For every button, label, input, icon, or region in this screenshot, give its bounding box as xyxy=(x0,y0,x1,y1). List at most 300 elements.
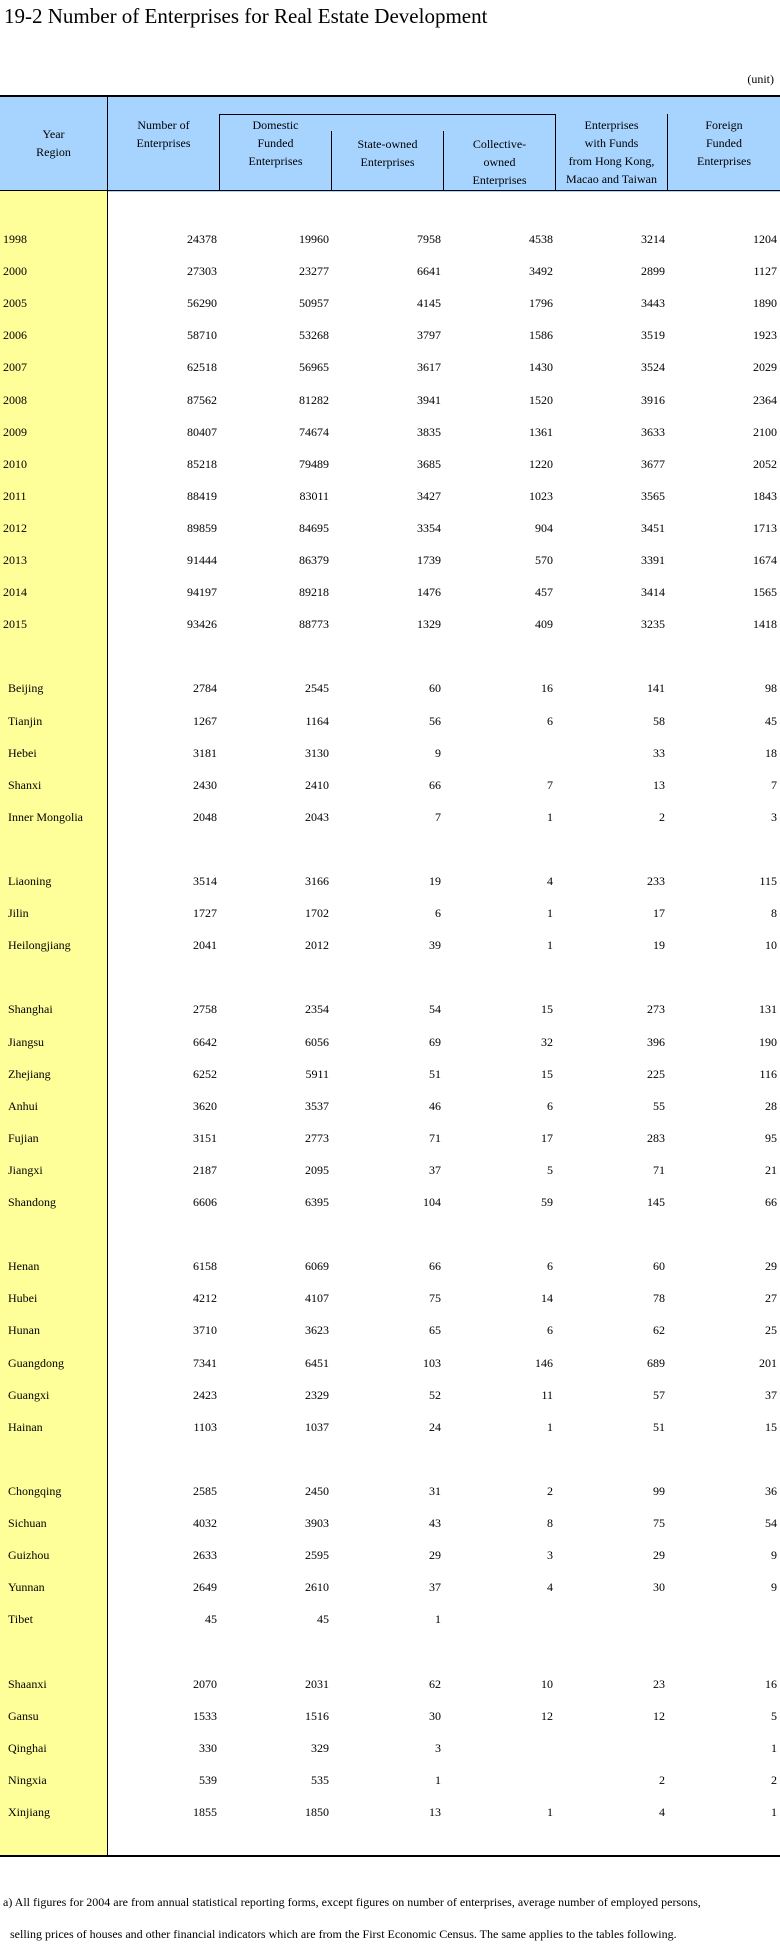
cell-value: 6451 xyxy=(305,1355,329,1370)
table-row xyxy=(0,487,780,505)
row-label: Chongqing xyxy=(8,1483,62,1498)
cell-value: 1702 xyxy=(305,906,329,921)
row-label: Guangxi xyxy=(8,1387,50,1402)
row-label: Xinjiang xyxy=(8,1804,50,1819)
row-label: 2012 xyxy=(3,520,27,535)
cell-value: 62518 xyxy=(187,360,217,375)
cell-value: 3916 xyxy=(641,392,665,407)
cell-value: 9 xyxy=(435,745,441,760)
cell-value: 1 xyxy=(771,1804,777,1819)
cell-value: 2 xyxy=(659,809,665,824)
cell-value: 2595 xyxy=(305,1548,329,1563)
cell-value: 2031 xyxy=(305,1676,329,1691)
table-row xyxy=(0,808,780,826)
cell-value: 3565 xyxy=(641,488,665,503)
cell-value: 1 xyxy=(435,1772,441,1787)
cell-value: 81282 xyxy=(299,392,329,407)
cell-value: 1923 xyxy=(753,328,777,343)
table-row xyxy=(0,1033,780,1051)
header-region: Region xyxy=(36,145,71,159)
cell-value: 75 xyxy=(429,1291,441,1306)
cell-value: 3166 xyxy=(305,874,329,888)
cell-value: 1220 xyxy=(529,456,553,471)
cell-value: 7 xyxy=(435,809,441,824)
cell-value: 2633 xyxy=(193,1548,217,1563)
cell-value: 36 xyxy=(765,1483,777,1498)
cell-value: 66 xyxy=(429,777,441,792)
table-row xyxy=(0,1386,780,1404)
row-label: Inner Mongolia xyxy=(8,809,83,824)
row-label: 2008 xyxy=(3,392,27,407)
table-row xyxy=(0,391,780,409)
cell-value: 2029 xyxy=(753,360,777,375)
cell-value: 2 xyxy=(547,1483,553,1498)
cell-value: 24378 xyxy=(187,232,217,246)
cell-value: 29 xyxy=(653,1548,665,1563)
table-row xyxy=(0,1097,780,1115)
cell-value: 39 xyxy=(429,938,441,953)
cell-value: 6642 xyxy=(193,1034,217,1049)
cell-value: 2 xyxy=(771,1772,777,1787)
cell-value: 3685 xyxy=(417,456,441,471)
cell-value: 2070 xyxy=(193,1676,217,1691)
cell-value: 3835 xyxy=(417,424,441,439)
cell-value: 52 xyxy=(429,1387,441,1402)
cell-value: 6 xyxy=(547,1259,553,1274)
cell-value: 6395 xyxy=(305,1195,329,1209)
cell-value: 1 xyxy=(547,1804,553,1819)
row-label: 2000 xyxy=(3,264,27,279)
cell-value: 273 xyxy=(647,1002,665,1017)
cell-value: 6252 xyxy=(193,1066,217,1081)
cell-value: 3524 xyxy=(641,360,665,375)
cell-value: 3414 xyxy=(641,585,665,600)
table-row xyxy=(0,230,780,248)
cell-value: 98 xyxy=(765,681,777,696)
cell-value: 45 xyxy=(205,1612,217,1627)
table-row xyxy=(0,1675,780,1693)
table-row xyxy=(0,1514,780,1532)
cell-value: 1739 xyxy=(417,553,441,567)
cell-value: 329 xyxy=(311,1740,329,1755)
cell-value: 29 xyxy=(429,1548,441,1563)
cell-value: 54 xyxy=(429,1002,441,1017)
cell-value: 46 xyxy=(429,1098,441,1113)
row-label: 2006 xyxy=(3,328,27,343)
cell-value: 1843 xyxy=(753,488,777,503)
cell-value: 2545 xyxy=(305,681,329,696)
cell-value: 3797 xyxy=(417,328,441,343)
row-label: Shaanxi xyxy=(8,1676,47,1691)
header-stub xyxy=(0,125,107,161)
cell-value: 23 xyxy=(653,1676,665,1691)
cell-value: 60 xyxy=(429,681,441,696)
cell-value: 28 xyxy=(765,1098,777,1113)
table-row xyxy=(0,1578,780,1596)
cell-value: 50957 xyxy=(299,296,329,311)
row-label: Beijing xyxy=(8,681,44,696)
table-row xyxy=(0,1546,780,1564)
cell-value: 51 xyxy=(653,1419,665,1434)
cell-value: 2012 xyxy=(305,938,329,953)
cell-value: 55 xyxy=(653,1098,665,1113)
cell-value: 103 xyxy=(423,1355,441,1370)
cell-value: 7958 xyxy=(417,232,441,246)
cell-value: 3623 xyxy=(305,1323,329,1338)
cell-value: 2043 xyxy=(305,809,329,824)
cell-value: 37 xyxy=(429,1162,441,1177)
cell-value: 1 xyxy=(771,1740,777,1755)
cell-value: 16 xyxy=(765,1676,777,1691)
cell-value: 3710 xyxy=(193,1323,217,1338)
cell-value: 80407 xyxy=(187,424,217,439)
cell-value: 1727 xyxy=(193,906,217,921)
cell-value: 6641 xyxy=(417,264,441,279)
table-row xyxy=(0,1803,780,1821)
row-label: Shandong xyxy=(8,1195,56,1209)
cell-value: 56965 xyxy=(299,360,329,375)
cell-value: 4 xyxy=(659,1804,665,1819)
cell-value: 190 xyxy=(759,1034,777,1049)
cell-value: 6 xyxy=(547,1098,553,1113)
cell-value: 12 xyxy=(653,1708,665,1723)
header-number: Number of Enterprises xyxy=(136,118,191,150)
table-bottom-rule xyxy=(0,1855,780,1857)
cell-value: 409 xyxy=(535,617,553,632)
cell-value: 1430 xyxy=(529,360,553,375)
cell-value: 2773 xyxy=(305,1130,329,1145)
header-year: Year xyxy=(42,127,65,141)
cell-value: 4032 xyxy=(193,1516,217,1530)
cell-value: 99 xyxy=(653,1483,665,1498)
cell-value: 6069 xyxy=(305,1259,329,1274)
cell-value: 396 xyxy=(647,1034,665,1049)
row-label: Yunnan xyxy=(8,1580,45,1595)
cell-value: 21 xyxy=(765,1162,777,1177)
cell-value: 2784 xyxy=(193,681,217,696)
row-label: 2005 xyxy=(3,296,27,311)
cell-value: 6 xyxy=(547,1323,553,1338)
cell-value: 19960 xyxy=(299,232,329,246)
cell-value: 1361 xyxy=(529,424,553,439)
row-label: Guizhou xyxy=(8,1548,50,1563)
row-label: Fujian xyxy=(8,1130,39,1145)
row-label: Anhui xyxy=(8,1098,38,1113)
table-row xyxy=(0,1707,780,1725)
cell-value: 3514 xyxy=(193,874,217,888)
cell-value: 1476 xyxy=(417,585,441,600)
cell-value: 17 xyxy=(541,1130,553,1145)
cell-value: 74674 xyxy=(299,424,329,439)
cell-value: 201 xyxy=(759,1355,777,1370)
table-row xyxy=(0,1065,780,1083)
table-row xyxy=(0,1000,780,1018)
cell-value: 3427 xyxy=(417,488,441,503)
table-row xyxy=(0,904,780,922)
cell-value: 9 xyxy=(771,1580,777,1595)
cell-value: 6606 xyxy=(193,1195,217,1209)
table-row xyxy=(0,262,780,280)
row-label: Shanxi xyxy=(8,777,42,792)
cell-value: 56 xyxy=(429,713,441,728)
cell-value: 71 xyxy=(653,1162,665,1177)
cell-value: 37 xyxy=(765,1387,777,1402)
header-domestic: Domestic Funded Enterprises xyxy=(248,118,303,168)
page-title: 19-2 Number of Enterprises for Real Estate Development xyxy=(4,4,488,28)
cell-value: 131 xyxy=(759,1002,777,1017)
cell-value: 89859 xyxy=(187,520,217,535)
cell-value: 1204 xyxy=(753,232,777,246)
cell-value: 10 xyxy=(765,938,777,953)
cell-value: 2354 xyxy=(305,1002,329,1017)
cell-value: 17 xyxy=(653,906,665,921)
row-label: 1998 xyxy=(3,232,27,246)
cell-value: 1037 xyxy=(305,1419,329,1434)
cell-value: 689 xyxy=(647,1355,665,1370)
row-label: Zhejiang xyxy=(8,1066,51,1081)
row-label: Shanghai xyxy=(8,1002,53,1017)
cell-value: 43 xyxy=(429,1516,441,1530)
cell-value: 4 xyxy=(547,1580,553,1595)
cell-value: 1 xyxy=(547,809,553,824)
row-label: Ningxia xyxy=(8,1772,47,1787)
cell-value: 1329 xyxy=(417,617,441,632)
cell-value: 141 xyxy=(647,681,665,696)
cell-value: 115 xyxy=(759,874,777,888)
row-label: Jiangxi xyxy=(8,1162,43,1177)
row-label: 2014 xyxy=(3,585,27,600)
cell-value: 1 xyxy=(547,906,553,921)
row-label: Hebei xyxy=(8,745,37,760)
row-label: 2015 xyxy=(3,617,27,632)
row-label: Heilongjiang xyxy=(8,938,71,953)
cell-value: 32 xyxy=(541,1034,553,1049)
cell-value: 1674 xyxy=(753,553,777,567)
cell-value: 104 xyxy=(423,1195,441,1209)
row-label: Qinghai xyxy=(8,1740,47,1755)
cell-value: 1418 xyxy=(753,617,777,632)
cell-value: 11 xyxy=(541,1387,553,1402)
cell-value: 6158 xyxy=(193,1259,217,1274)
row-label: Tibet xyxy=(8,1612,33,1627)
cell-value: 3 xyxy=(435,1740,441,1755)
cell-value: 14 xyxy=(541,1291,553,1306)
cell-value: 3941 xyxy=(417,392,441,407)
cell-value: 95 xyxy=(765,1130,777,1145)
cell-value: 1713 xyxy=(753,520,777,535)
cell-value: 3677 xyxy=(641,456,665,471)
cell-value: 30 xyxy=(653,1580,665,1595)
row-label: Liaoning xyxy=(8,874,52,888)
table-row xyxy=(0,358,780,376)
cell-value: 4538 xyxy=(529,232,553,246)
cell-value: 3451 xyxy=(641,520,665,535)
cell-value: 13 xyxy=(429,1804,441,1819)
cell-value: 19 xyxy=(429,874,441,888)
header-hkmt: Enterprises with Funds from Hong Kong, Macao and Taiwan xyxy=(566,118,657,186)
cell-value: 24 xyxy=(429,1419,441,1434)
cell-value: 2052 xyxy=(753,456,777,471)
table-row xyxy=(0,1289,780,1307)
table-row xyxy=(0,1354,780,1372)
cell-value: 3151 xyxy=(193,1130,217,1145)
cell-value: 31 xyxy=(429,1483,441,1498)
cell-value: 78 xyxy=(653,1291,665,1306)
cell-value: 91444 xyxy=(187,553,217,567)
cell-value: 2649 xyxy=(193,1580,217,1595)
cell-value: 37 xyxy=(429,1580,441,1595)
cell-value: 2450 xyxy=(305,1483,329,1498)
table-row xyxy=(0,1610,780,1628)
table-row xyxy=(0,1161,780,1179)
footnote-line-1: a) All figures for 2004 are from annual statistical reporting forms, except figures on number of enterprises, average number of employed persons, xyxy=(3,1895,701,1909)
table-row xyxy=(0,615,780,633)
cell-value: 6 xyxy=(435,906,441,921)
cell-value: 19 xyxy=(653,938,665,953)
table-row xyxy=(0,1193,780,1211)
table-row xyxy=(0,1321,780,1339)
cell-value: 1267 xyxy=(193,713,217,728)
cell-value: 2610 xyxy=(305,1580,329,1595)
cell-value: 60 xyxy=(653,1259,665,1274)
cell-value: 33 xyxy=(653,745,665,760)
cell-value: 457 xyxy=(535,585,553,600)
cell-value: 58710 xyxy=(187,328,217,343)
cell-value: 3633 xyxy=(641,424,665,439)
cell-value: 3617 xyxy=(417,360,441,375)
cell-value: 79489 xyxy=(299,456,329,471)
cell-value: 59 xyxy=(541,1195,553,1209)
cell-value: 1850 xyxy=(305,1804,329,1819)
cell-value: 2100 xyxy=(753,424,777,439)
cell-value: 3519 xyxy=(641,328,665,343)
cell-value: 3903 xyxy=(305,1516,329,1530)
cell-value: 71 xyxy=(429,1130,441,1145)
cell-value: 535 xyxy=(311,1772,329,1787)
cell-value: 3354 xyxy=(417,520,441,535)
cell-value: 1565 xyxy=(753,585,777,600)
cell-value: 1890 xyxy=(753,296,777,311)
cell-value: 3130 xyxy=(305,745,329,760)
cell-value: 4145 xyxy=(417,296,441,311)
cell-value: 116 xyxy=(759,1066,777,1081)
row-label: Sichuan xyxy=(8,1516,47,1530)
cell-value: 2585 xyxy=(193,1483,217,1498)
cell-value: 2095 xyxy=(305,1162,329,1177)
row-label: Jiangsu xyxy=(8,1034,44,1049)
cell-value: 4 xyxy=(547,874,553,888)
cell-value: 7341 xyxy=(193,1355,217,1370)
cell-value: 86379 xyxy=(299,553,329,567)
table-row xyxy=(0,712,780,730)
cell-value: 2187 xyxy=(193,1162,217,1177)
row-label: 2009 xyxy=(3,424,27,439)
cell-value: 62 xyxy=(653,1323,665,1338)
cell-value: 54 xyxy=(765,1516,777,1530)
row-label: Hainan xyxy=(8,1419,43,1434)
table-row xyxy=(0,1771,780,1789)
cell-value: 53268 xyxy=(299,328,329,343)
table-row xyxy=(0,583,780,601)
cell-value: 4107 xyxy=(305,1291,329,1306)
cell-value: 1 xyxy=(435,1612,441,1627)
cell-value: 1 xyxy=(547,1419,553,1434)
cell-value: 93426 xyxy=(187,617,217,632)
cell-value: 30 xyxy=(429,1708,441,1723)
cell-value: 45 xyxy=(765,713,777,728)
cell-value: 13 xyxy=(653,777,665,792)
cell-value: 5 xyxy=(771,1708,777,1723)
cell-value: 66 xyxy=(765,1195,777,1209)
cell-value: 3181 xyxy=(193,745,217,760)
cell-value: 1855 xyxy=(193,1804,217,1819)
table-row xyxy=(0,1129,780,1147)
table-row xyxy=(0,455,780,473)
cell-value: 69 xyxy=(429,1034,441,1049)
cell-value: 3537 xyxy=(305,1098,329,1113)
header-collective: Collective- owned Enterprises xyxy=(472,137,527,187)
cell-value: 66 xyxy=(429,1259,441,1274)
row-label: Hunan xyxy=(8,1323,40,1338)
cell-value: 1586 xyxy=(529,328,553,343)
cell-value: 9 xyxy=(771,1548,777,1563)
row-label: Henan xyxy=(8,1259,40,1274)
cell-value: 23277 xyxy=(299,264,329,279)
cell-value: 3443 xyxy=(641,296,665,311)
row-label: Guangdong xyxy=(8,1355,64,1370)
cell-value: 1023 xyxy=(529,488,553,503)
cell-value: 3 xyxy=(771,809,777,824)
cell-value: 330 xyxy=(199,1740,217,1755)
cell-value: 29 xyxy=(765,1259,777,1274)
cell-value: 25 xyxy=(765,1323,777,1338)
cell-value: 1516 xyxy=(305,1708,329,1723)
cell-value: 146 xyxy=(535,1355,553,1370)
cell-value: 3 xyxy=(547,1548,553,1563)
cell-value: 75 xyxy=(653,1516,665,1530)
cell-value: 2 xyxy=(659,1772,665,1787)
row-label: Gansu xyxy=(8,1708,39,1723)
cell-value: 539 xyxy=(199,1772,217,1787)
header-state-owned: State-owned Enterprises xyxy=(357,137,418,169)
row-label: 2007 xyxy=(3,360,27,375)
table-row xyxy=(0,1257,780,1275)
cell-value: 1103 xyxy=(193,1419,217,1434)
table-row xyxy=(0,1739,780,1757)
cell-value: 15 xyxy=(541,1066,553,1081)
cell-value: 5911 xyxy=(305,1066,329,1081)
cell-value: 27 xyxy=(765,1291,777,1306)
unit-label: (unit) xyxy=(747,72,774,86)
cell-value: 18 xyxy=(765,745,777,760)
cell-value: 225 xyxy=(647,1066,665,1081)
row-label: Hubei xyxy=(8,1291,38,1306)
cell-value: 6 xyxy=(547,713,553,728)
cell-value: 283 xyxy=(647,1130,665,1145)
table-row xyxy=(0,551,780,569)
cell-value: 58 xyxy=(653,713,665,728)
row-label: Tianjin xyxy=(8,713,43,728)
cell-value: 233 xyxy=(647,874,665,888)
table-row xyxy=(0,872,780,890)
table-row xyxy=(0,744,780,762)
row-label: 2013 xyxy=(3,553,27,567)
cell-value: 1127 xyxy=(753,264,777,279)
table-row xyxy=(0,936,780,954)
table-row xyxy=(0,326,780,344)
cell-value: 88773 xyxy=(299,617,329,632)
cell-value: 16 xyxy=(541,681,553,696)
